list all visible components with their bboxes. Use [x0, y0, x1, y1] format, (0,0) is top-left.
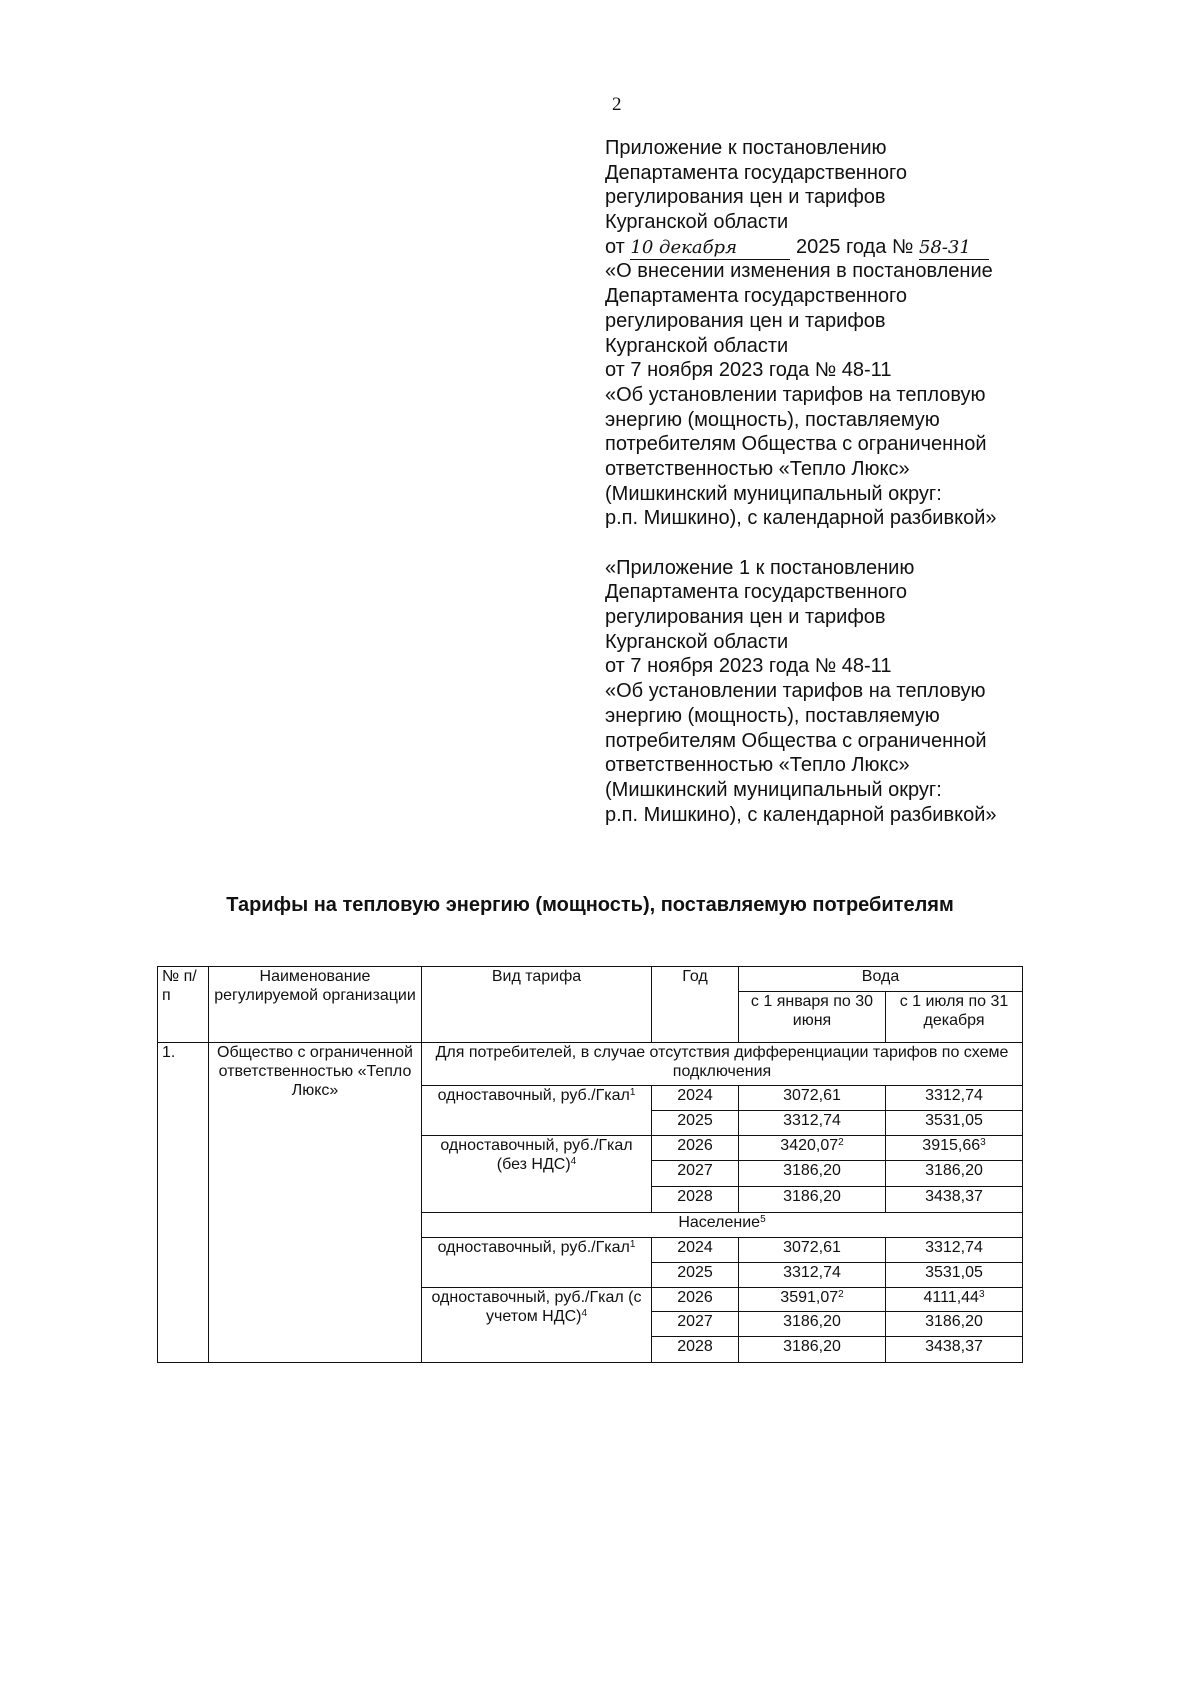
value: 3531,05 — [925, 1264, 983, 1281]
annex-header — [605, 136, 997, 827]
value: 3186,20 — [925, 1162, 983, 1179]
year-cell: 2028 — [652, 1187, 739, 1213]
annex-line: Департамента государственного — [605, 285, 908, 308]
value-h1 — [739, 1086, 886, 1111]
value-h1 — [739, 1263, 886, 1288]
value: 3420,07 — [780, 1137, 839, 1154]
year-cell: 2025 — [652, 1111, 739, 1136]
row-number: 1. — [158, 1043, 209, 1363]
year-cell: 2027 — [652, 1312, 739, 1337]
annex-line: (Мишкинский муниципальный округ: — [605, 482, 942, 505]
value: 3186,20 — [925, 1313, 983, 1330]
annex-line: Приложение к постановлению — [605, 137, 887, 159]
annex-line: ответственностью «Тепло Люкс» — [605, 754, 910, 777]
tariff-type — [422, 1238, 652, 1288]
header-water: Вода — [739, 967, 1023, 992]
tariff-type — [422, 1136, 652, 1213]
value: 3186,20 — [783, 1162, 841, 1179]
annex-line: Курганской области — [605, 630, 789, 653]
section-label: Население — [678, 1214, 761, 1231]
year-cell: 2026 — [652, 1136, 739, 1161]
handwritten-date: 10 декабря — [630, 237, 790, 260]
value-h1 — [739, 1337, 886, 1363]
year-cell: 2028 — [652, 1337, 739, 1363]
annex-line: потребителям Общества с ограниченной — [605, 729, 987, 752]
annex-line: от 7 ноября 2023 года № 48-11 — [605, 655, 892, 678]
annex-line: потребителям Общества с ограниченной — [605, 433, 987, 456]
annex-block-2 — [605, 259, 997, 531]
org-name: Общество с ограниченной ответственностью «Тепло Люкс» — [209, 1043, 422, 1363]
value-h2 — [886, 1136, 1023, 1161]
date-prefix: от — [605, 235, 625, 258]
header-year: Год — [652, 967, 739, 1043]
value: 4111,44 — [923, 1289, 979, 1306]
footnote-mark: 4 — [570, 1156, 577, 1167]
tariff-table — [157, 966, 1023, 1363]
value-h1 — [739, 1187, 886, 1213]
value-h2 — [886, 1263, 1023, 1288]
value-h1 — [739, 1312, 886, 1337]
header-h1: с 1 января по 30 июня — [739, 992, 886, 1043]
annex-line: р.п. Мишкино), с календарной разбивкой» — [605, 507, 997, 530]
annex-line: Департамента государственного — [605, 581, 908, 604]
tariff-type — [422, 1086, 652, 1136]
date-line — [605, 235, 997, 260]
year-cell: 2024 — [652, 1238, 739, 1263]
tariff-type-label: одноставочный, руб./Гкал (с учетом НДС) — [431, 1289, 642, 1325]
annex-line: регулирования цен и тарифов — [605, 606, 886, 629]
value: 3072,61 — [783, 1087, 841, 1104]
annex-line: «Приложение 1 к постановлению — [605, 556, 915, 579]
annex-line: ответственностью «Тепло Люкс» — [605, 457, 910, 480]
value: 3312,74 — [925, 1087, 983, 1104]
value-h1 — [739, 1288, 886, 1312]
value: 3531,05 — [925, 1112, 983, 1129]
annex-block-1 — [605, 136, 997, 235]
tariff-type-label: одноставочный, руб./Гкал (без НДС) — [440, 1137, 633, 1173]
footnote-mark: 1 — [629, 1087, 636, 1098]
annex-line: регулирования цен и тарифов — [605, 186, 886, 209]
year-cell: 2024 — [652, 1086, 739, 1111]
value-h2 — [886, 1161, 1023, 1187]
annex-line: «Об установлении тарифов на тепловую — [605, 680, 986, 703]
tariff-type-label: одноставочный, руб./Гкал — [437, 1239, 630, 1256]
annex-line: регулирования цен и тарифов — [605, 309, 886, 332]
value: 3438,37 — [925, 1338, 983, 1355]
annex-line: энергию (мощность), поставляемую — [605, 408, 940, 431]
annex-block-3 — [605, 556, 997, 828]
annex-line: Курганской области — [605, 334, 789, 357]
value-h2 — [886, 1086, 1023, 1111]
value-h2 — [886, 1337, 1023, 1363]
annex-line: энергию (мощность), поставляемую — [605, 704, 940, 727]
header-org: Наименование регулируемой организации — [209, 967, 422, 1043]
value: 3312,74 — [925, 1239, 983, 1256]
annex-line: Департамента государственного — [605, 161, 908, 184]
year-cell: 2025 — [652, 1263, 739, 1288]
section-header — [422, 1043, 1023, 1086]
date-year: 2025 года № — [795, 235, 914, 258]
value: 3186,20 — [783, 1188, 841, 1205]
footnote-mark: 3 — [980, 1137, 986, 1148]
footnote-mark: 2 — [838, 1137, 844, 1148]
footnote-mark: 5 — [760, 1214, 766, 1225]
handwritten-number: 58-31 — [919, 237, 989, 260]
spacer — [605, 531, 997, 556]
value: 3915,66 — [922, 1137, 981, 1154]
section-header — [422, 1213, 1023, 1238]
section-label: Для потребителей, в случае отсутствия дифференциации тарифов по схеме подключения — [435, 1044, 1009, 1080]
value-h1 — [739, 1238, 886, 1263]
table-title: Тарифы на тепловую энергию (мощность), поставляемую потребителям — [226, 894, 954, 916]
value-h2 — [886, 1288, 1023, 1312]
value-h2 — [886, 1238, 1023, 1263]
tariff-type-label: одноставочный, руб./Гкал — [437, 1087, 630, 1104]
header-h2: с 1 июля по 31 декабря — [886, 992, 1023, 1043]
value-h1 — [739, 1161, 886, 1187]
footnote-mark: 2 — [838, 1289, 844, 1300]
value: 3186,20 — [783, 1313, 841, 1330]
header-num: № п/п — [158, 967, 209, 1043]
value: 3312,74 — [783, 1264, 841, 1281]
value: 3591,07 — [780, 1289, 839, 1306]
tariff-type — [422, 1288, 652, 1363]
footnote-mark: 1 — [629, 1239, 636, 1250]
value: 3312,74 — [783, 1112, 841, 1129]
value: 3186,20 — [783, 1338, 841, 1355]
annex-line: от 7 ноября 2023 года № 48-11 — [605, 359, 892, 382]
footnote-mark: 3 — [978, 1289, 985, 1300]
value-h2 — [886, 1111, 1023, 1136]
footnote-mark: 4 — [581, 1308, 588, 1319]
value-h2 — [886, 1312, 1023, 1337]
year-cell: 2027 — [652, 1161, 739, 1187]
header-type: Вид тарифа — [422, 967, 652, 1043]
value-h1 — [739, 1111, 886, 1136]
annex-line: Курганской области — [605, 211, 789, 234]
value: 3438,37 — [925, 1188, 983, 1205]
annex-line: «О внесении изменения в постановление — [605, 260, 993, 283]
year-cell: 2026 — [652, 1288, 739, 1312]
annex-line: (Мишкинский муниципальный округ: — [605, 778, 942, 801]
annex-line: «Об установлении тарифов на тепловую — [605, 383, 986, 406]
annex-line: р.п. Мишкино), с календарной разбивкой» — [605, 803, 997, 826]
page-number: 2 — [612, 94, 622, 115]
value-h2 — [886, 1187, 1023, 1213]
value-h1 — [739, 1136, 886, 1161]
value: 3072,61 — [783, 1239, 841, 1256]
